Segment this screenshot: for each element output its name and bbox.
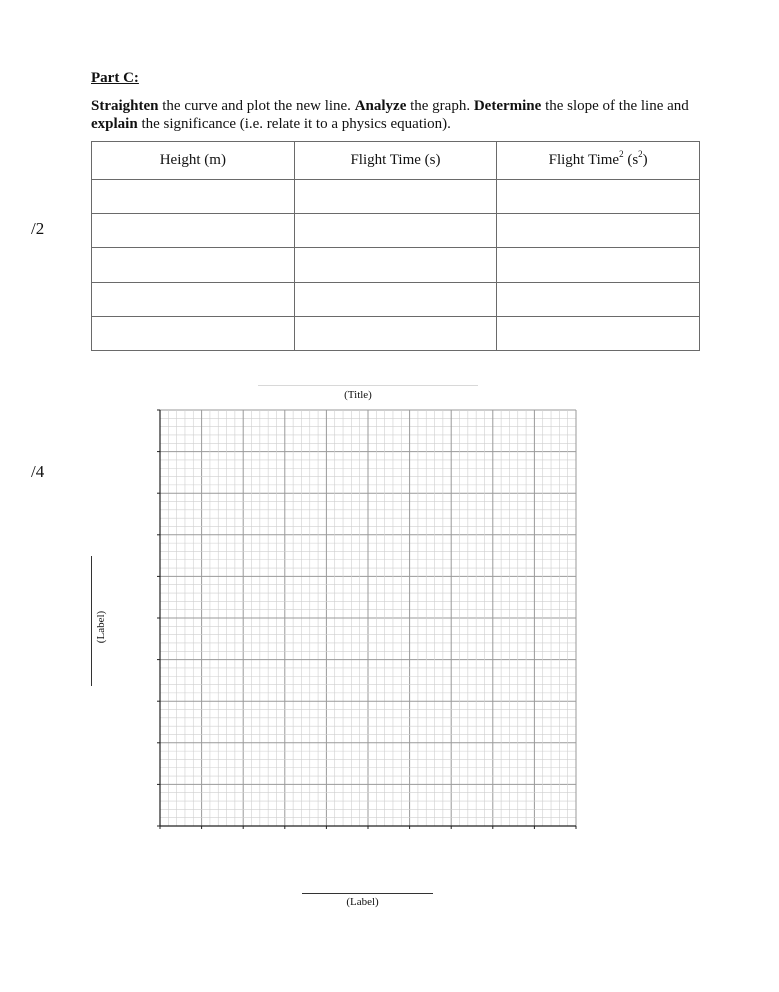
table-cell-flight-time[interactable] xyxy=(294,180,497,214)
table-cell-flight-time-squared[interactable] xyxy=(497,248,700,282)
table-row xyxy=(92,248,700,282)
y-axis-label-placeholder: (Label) xyxy=(95,610,107,644)
table-cell-flight-time[interactable] xyxy=(294,282,497,316)
table-row xyxy=(92,180,700,214)
graph-title-line[interactable] xyxy=(258,385,478,386)
table-cell-height[interactable] xyxy=(92,316,295,350)
header-unit-exponent: 2 xyxy=(638,149,643,159)
table-header-row xyxy=(92,142,700,180)
instructions-text-4: the significance (i.e. relate it to a physics equation). xyxy=(137,116,451,132)
header-flight-time: Flight Time (s) xyxy=(294,142,497,180)
header-exponent: 2 xyxy=(619,149,624,159)
x-axis-label-line[interactable] xyxy=(302,893,433,894)
header-unit-close: ) xyxy=(642,152,648,168)
part-heading: Part C: xyxy=(91,70,139,86)
table-cell-height[interactable] xyxy=(92,180,295,214)
table-cell-flight-time-squared[interactable] xyxy=(497,316,700,350)
table-marks: /2 xyxy=(31,219,45,238)
x-axis-label-placeholder: (Label) xyxy=(346,896,379,908)
table-cell-flight-time-squared[interactable] xyxy=(497,214,700,248)
header-flight-time-squared xyxy=(497,142,700,180)
table-cell-height[interactable] xyxy=(92,248,295,282)
table-cell-flight-time[interactable] xyxy=(294,316,497,350)
instructions-text-3: the slope of the line and xyxy=(541,98,689,114)
keyword-analyze: Analyze xyxy=(354,98,407,114)
keyword-determine: Determine xyxy=(473,98,542,114)
keyword-straighten: Straighten xyxy=(91,98,159,114)
header-unit-open: (s xyxy=(623,152,639,168)
header-height: Height (m) xyxy=(92,142,295,180)
instructions-text-1: the curve and plot the new line. xyxy=(158,98,355,114)
keyword-explain: explain xyxy=(91,116,138,132)
table-cell-height[interactable] xyxy=(92,282,295,316)
graph-title-placeholder: (Title) xyxy=(344,389,372,401)
graph-paper-grid[interactable] xyxy=(150,400,582,834)
header-flight-time-squared-base: Flight Time xyxy=(548,152,620,168)
table-row xyxy=(92,214,700,248)
table-cell-flight-time-squared[interactable] xyxy=(497,282,700,316)
data-table xyxy=(91,141,700,351)
table-cell-flight-time[interactable] xyxy=(294,214,497,248)
instructions xyxy=(91,97,706,133)
table-row xyxy=(92,316,700,350)
graph-marks: /4 xyxy=(31,462,45,481)
table-body xyxy=(92,180,700,351)
table-cell-height[interactable] xyxy=(92,214,295,248)
table-cell-flight-time-squared[interactable] xyxy=(497,180,700,214)
instructions-text-2: the graph. xyxy=(406,98,474,114)
y-axis-label-line[interactable] xyxy=(91,556,92,686)
table-cell-flight-time[interactable] xyxy=(294,248,497,282)
table-row xyxy=(92,282,700,316)
